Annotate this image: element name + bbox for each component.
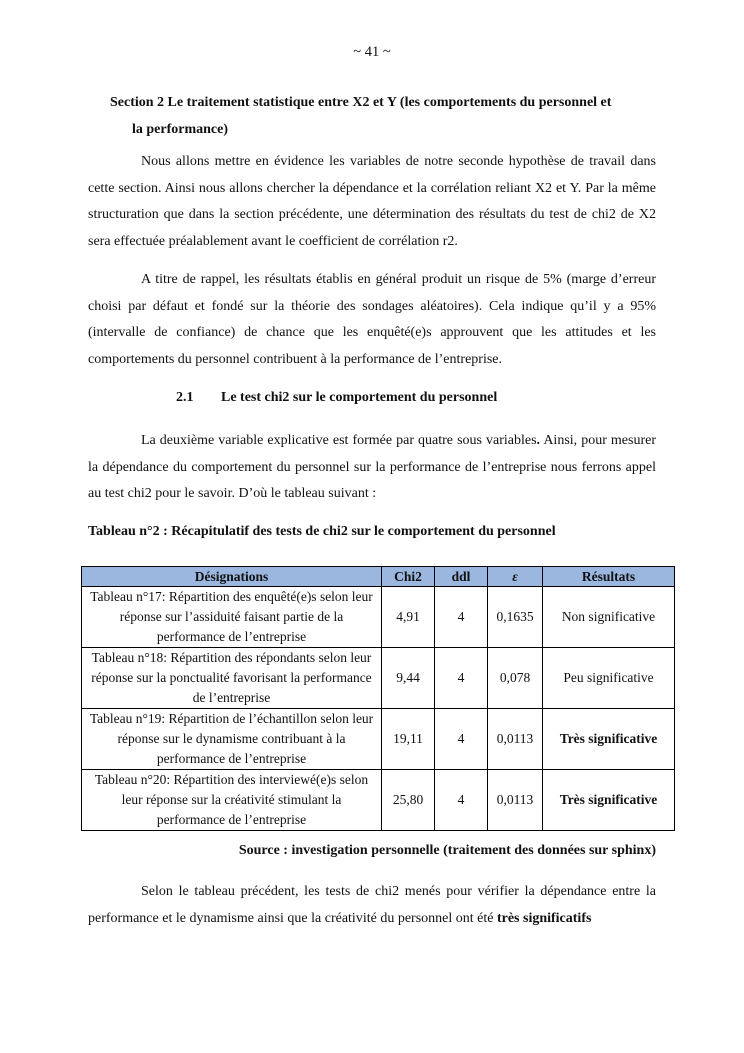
cell-epsilon: 0,1635 bbox=[488, 587, 543, 648]
chi2-summary-table bbox=[81, 566, 675, 831]
page-number: ~ 41 ~ bbox=[353, 44, 391, 60]
paragraph-conclusion-bold: très significatifs bbox=[496, 910, 592, 926]
paragraph-variable-bold: . bbox=[536, 433, 541, 448]
cell-chi2: 4,91 bbox=[382, 587, 435, 648]
paragraph-intro bbox=[88, 149, 656, 255]
section-title bbox=[110, 89, 670, 143]
header-ddl: ddl bbox=[435, 567, 488, 587]
paragraph-conclusion bbox=[88, 879, 656, 932]
cell-ddl: 4 bbox=[435, 587, 488, 648]
header-chi2: Chi2 bbox=[382, 567, 435, 587]
paragraph-reminder bbox=[88, 267, 656, 373]
cell-ddl: 4 bbox=[435, 770, 488, 831]
table-source: Source : investigation personnelle (traitement des données sur sphinx) bbox=[238, 843, 656, 858]
header-resultats: Résultats bbox=[543, 567, 675, 587]
subsection-title: Le test chi2 sur le comportement du personnel bbox=[221, 390, 498, 405]
cell-epsilon: 0,0113 bbox=[488, 770, 543, 831]
cell-ddl: 4 bbox=[435, 648, 488, 709]
cell-resultat: Très significative bbox=[543, 770, 675, 831]
cell-designation: Tableau n°17: Répartition des enquêté(e)s selon leur réponse sur l’assiduité faisant partie de la performance de l’entreprise bbox=[82, 587, 382, 648]
section-title-line-1: Section 2 Le traitement statistique entre X2 et Y (les comportements du personnel et bbox=[110, 95, 612, 110]
table-caption: Tableau n°2 : Récapitulatif des tests de chi2 sur le comportement du personnel bbox=[88, 524, 556, 539]
header-epsilon: ε bbox=[488, 567, 543, 587]
paragraph-variable-part2: Ainsi, pour mesurer la dépendance du comportement du personnel sur la performance de l’entreprise nous ferrons appel au test chi2 pour le savoir. D’où le tableau suivant : bbox=[88, 433, 656, 501]
paragraph-intro-text: Nous allons mettre en évidence les variables de notre seconde hypothèse de travail dans cette section. Ainsi nous allons chercher la dépendance et la corrélation reliant X2 et Y. Par la même structuration que dans la section précédente, une détermination des résultats du test de chi2 de X2 sera effectuée préalablement avant le coefficient de corrélation r2. bbox=[88, 154, 656, 249]
header-designations: Désignations bbox=[82, 567, 382, 587]
subsection-heading bbox=[176, 390, 497, 406]
section-title-line-2: la performance) bbox=[132, 122, 229, 137]
cell-chi2: 25,80 bbox=[382, 770, 435, 831]
table-row bbox=[82, 770, 675, 831]
cell-epsilon: 0,078 bbox=[488, 648, 543, 709]
paragraph-variable-part1: La deuxième variable explicative est formée par quatre sous variables bbox=[141, 433, 537, 448]
subsection-number: 2.1 bbox=[176, 390, 194, 405]
table-row bbox=[82, 648, 675, 709]
paragraph-variable bbox=[88, 428, 656, 508]
paragraph-reminder-text: A titre de rappel, les résultats établis en général produit un risque de 5% (marge d’erreur choisi par défaut et fondé sur la théorie des sondages aléatoires). Cela indique qu’il y a 95% (intervalle de confiance) de chance que les enquêté(e)s approuvent que les attitudes et les comportements du personnel contribuent à la performance de l’entreprise. bbox=[88, 272, 656, 367]
cell-resultat: Peu significative bbox=[543, 648, 675, 709]
cell-chi2: 19,11 bbox=[382, 709, 435, 770]
table-row bbox=[82, 709, 675, 770]
table-row bbox=[82, 587, 675, 648]
cell-ddl: 4 bbox=[435, 709, 488, 770]
paragraph-conclusion-text: Selon le tableau précédent, les tests de chi2 menés pour vérifier la dépendance entre la performance et le dynamisme ainsi que la créativité du personnel ont été bbox=[88, 884, 656, 926]
cell-epsilon: 0,0113 bbox=[488, 709, 543, 770]
cell-designation: Tableau n°19: Répartition de l’échantillon selon leur réponse sur le dynamisme contribuant à la performance de l’entreprise bbox=[82, 709, 382, 770]
cell-designation: Tableau n°18: Répartition des répondants selon leur réponse sur la ponctualité favorisant la performance de l’entreprise bbox=[82, 648, 382, 709]
table-header-row bbox=[82, 567, 675, 587]
cell-chi2: 9,44 bbox=[382, 648, 435, 709]
cell-resultat: Très significative bbox=[543, 709, 675, 770]
cell-designation: Tableau n°20: Répartition des interviewé(e)s selon leur réponse sur la créativité stimulant la performance de l’entreprise bbox=[82, 770, 382, 831]
cell-resultat: Non significative bbox=[543, 587, 675, 648]
